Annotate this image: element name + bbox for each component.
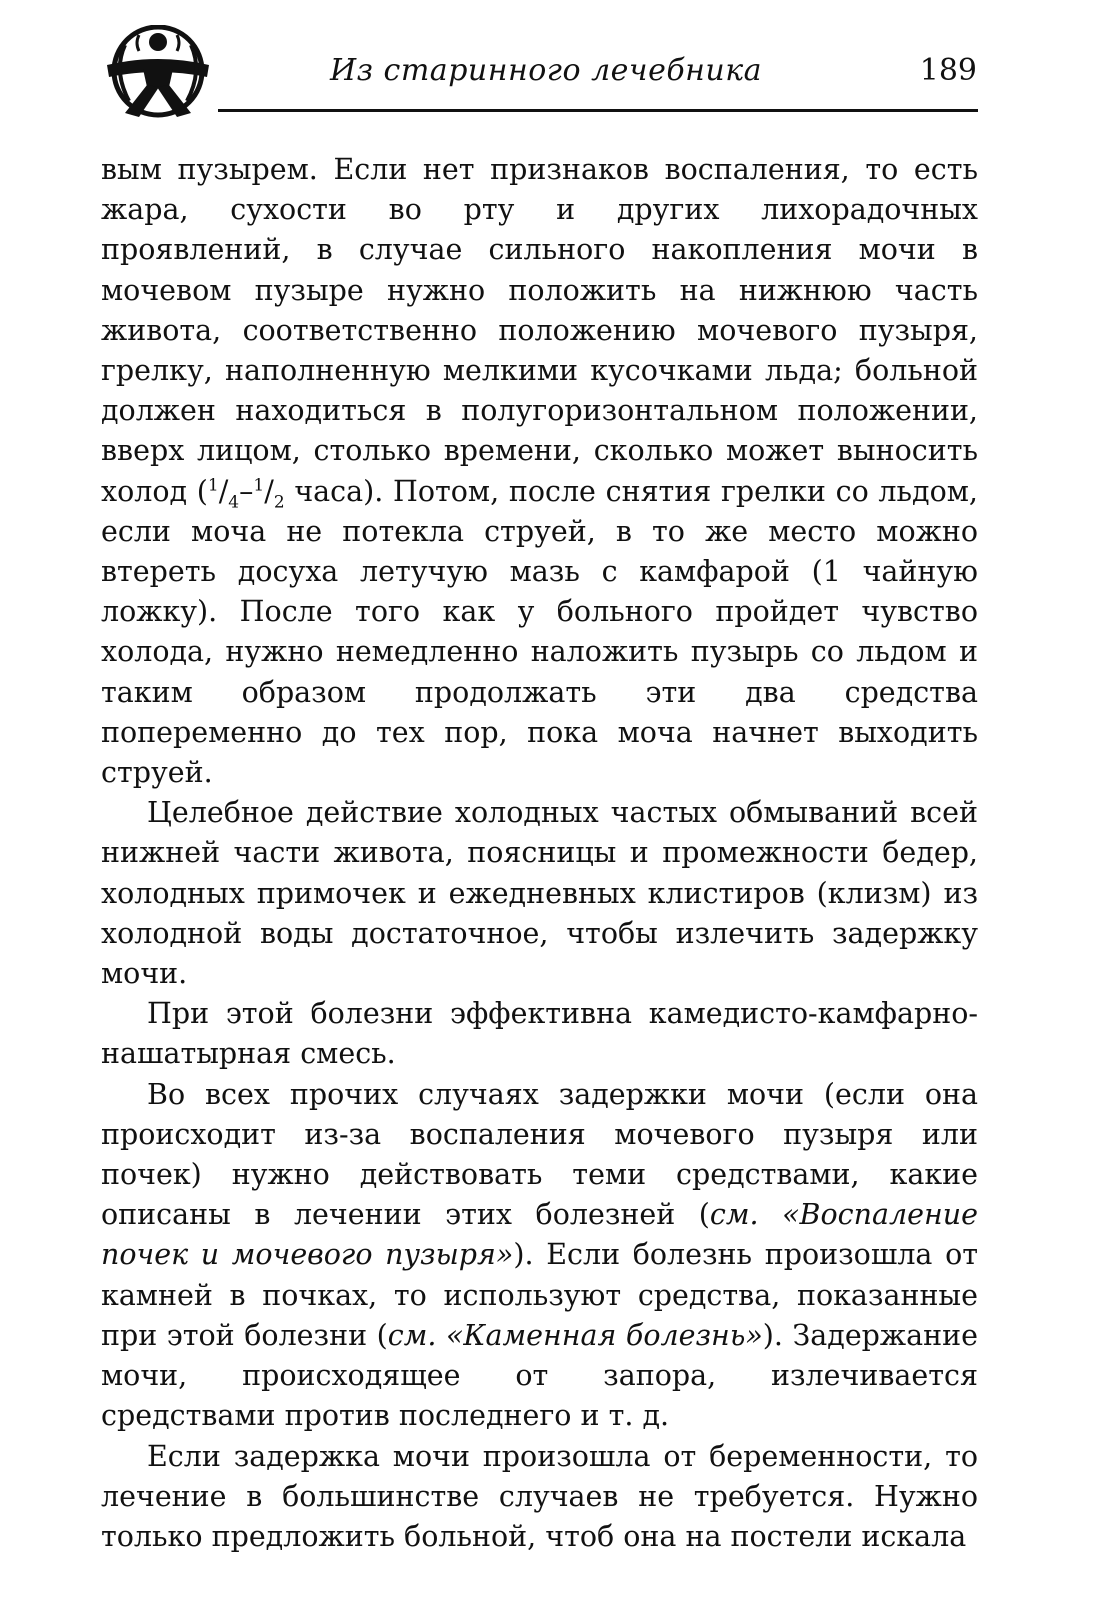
paragraph-3: При этой болезни эффективна камедисто-камфарно-нашатырная смесь. xyxy=(101,997,978,1071)
paragraph-1-text-a: вым пузырем. Если нет признаков воспаления, то есть жара, сухости во рту и других лихорадочных проявлений, в случае сильного накопления мочи в мочевом пузыре нужно положить на нижнюю часть живота, соответственно положению мочевого пузыря, грелку, наполненную мелкими кусочками льда; больной должен находиться в полугоризонтальном положении, вверх лицом, столько времени, сколько может выносить холод ( xyxy=(101,153,978,508)
paragraph-1-text-b: часа). Потом, после снятия грелки со льдом, если моча не потекла струей, в то же место можно втереть досуха летучую мазь с камфарой (1 чайную ложку). После того как у больного пройдет чувство холода, нужно немедленно наложить пузырь со льдом и таким образом продолжать эти два средства попеременно до тех пор, пока моча начнет выходить струей. xyxy=(101,474,978,790)
fraction-2-denominator: 2 xyxy=(273,492,285,513)
paragraph-2: Целебное действие холодных частых обмываний всей нижней части живота, поясницы и промежности бедер, холодных примочек и ежедневных клистиров (клизм) из холодной воды достаточное, чтобы излечить задержку мочи. xyxy=(101,796,978,991)
paragraph-1: вым пузырем. Если нет признаков воспаления, то есть жара, сухости во рту и других лихорадочных проявлений, в случае сильного накопления мочи в мочевом пузыре нужно положить на нижнюю часть живота, соответственно положению мочевого пузыря, грелку, наполненную мелкими кусочками льда; больной должен находиться в полугоризонтальном положении, вверх лицом, столько времени, сколько может выносить холод ($^1/_4-^1/_2$ часа). Потом, после снятия грелки со льдом, если моча не потекла струей, в то же место можно втереть досуха летучую мазь с камфарой (1 чайную ложку). После того как у больного пройдет чувство холода, нужно немедленно наложить пузырь со льдом и таким образом продолжать эти два средства попеременно до тех пор, пока моча начнет выходить струей. xyxy=(101,153,978,790)
paragraph-4-text-b: ). Если болезнь произошла от камней в почках, то используют средства, показанные при этой болезни ( xyxy=(101,1238,978,1352)
paragraph-5: Если задержка мочи произошла от беременности, то лечение в большинстве случаев не требуется. Нужно только предложить больной, чтоб она на постели искала xyxy=(101,1439,978,1553)
figure-in-circle-logo-icon xyxy=(95,25,225,120)
paragraph-4-text-c: ). Задержание мочи, происходящее от запора, излечивается средствами против последнего и т. д. xyxy=(101,1318,978,1433)
paragraph-4-text-a: Во всех прочих случаях задержки мочи (если она происходит из-за воспаления мочевого пузыря или почек) нужно действовать теми средствами, какие описаны в лечении этих болезней ( xyxy=(101,1077,978,1232)
fraction-2-numerator: 1 xyxy=(253,475,265,496)
page-header xyxy=(95,25,985,125)
fraction-1-numerator: 1 xyxy=(207,475,219,496)
cross-reference-kidney-bladder: см. «Воспаление почек и мочевого пузыря» xyxy=(101,1198,978,1272)
paragraph-4 xyxy=(101,1075,978,1437)
running-title: Из старинного лечебника xyxy=(330,53,763,88)
page-body xyxy=(101,150,978,1557)
header-divider xyxy=(218,109,978,112)
fraction-range-dash: – xyxy=(239,474,254,508)
cross-reference-stone-disease: см. «Каменная болезнь» xyxy=(387,1318,763,1352)
fraction-1-denominator: 4 xyxy=(228,492,240,513)
page-number: 189 xyxy=(919,53,977,88)
